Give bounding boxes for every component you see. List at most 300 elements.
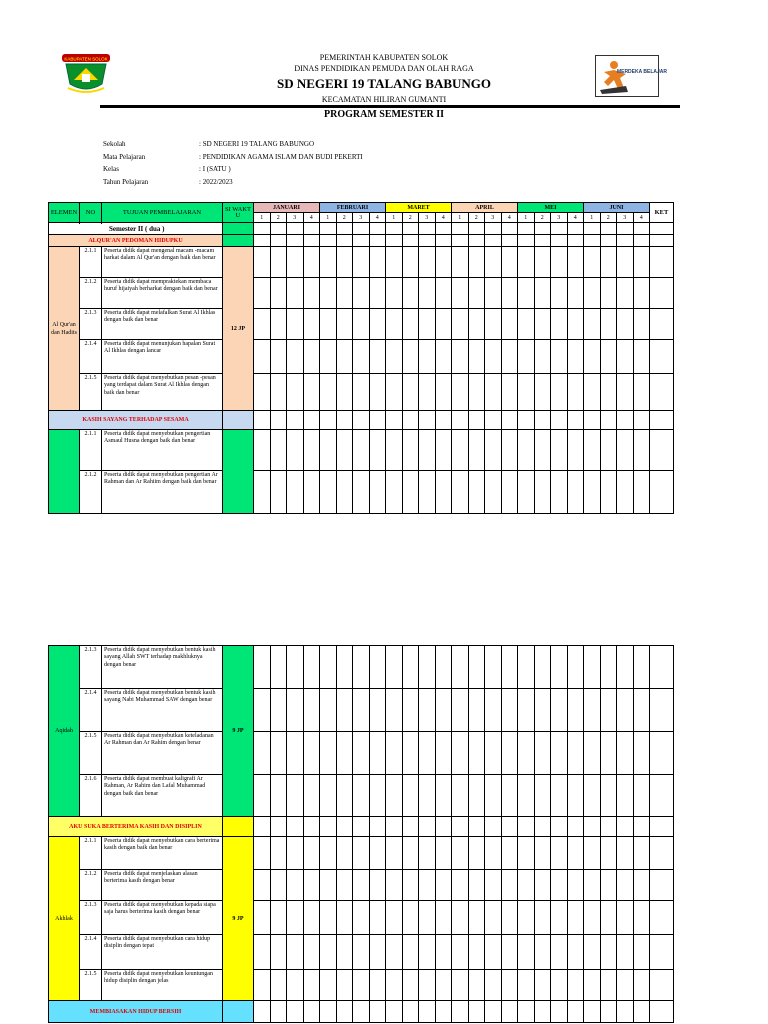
schedule-cell[interactable] [452,935,469,970]
schedule-cell[interactable] [567,689,584,732]
schedule-cell[interactable] [600,837,617,870]
schedule-cell[interactable] [369,309,386,340]
schedule-cell[interactable] [551,430,568,471]
schedule-cell[interactable] [534,247,551,278]
schedule-cell[interactable] [386,870,403,901]
schedule-cell[interactable] [584,223,601,235]
schedule-cell[interactable] [584,1001,601,1023]
schedule-cell[interactable] [633,775,650,817]
schedule-cell[interactable] [386,837,403,870]
schedule-cell[interactable] [534,870,551,901]
schedule-cell[interactable] [287,837,304,870]
schedule-cell[interactable] [633,374,650,411]
schedule-cell[interactable] [287,935,304,970]
schedule-cell[interactable] [287,235,304,247]
schedule-cell[interactable] [419,247,436,278]
schedule-cell[interactable] [303,775,320,817]
schedule-cell[interactable] [287,340,304,374]
schedule-cell[interactable] [254,689,271,732]
schedule-cell[interactable] [435,430,452,471]
schedule-cell[interactable] [353,340,370,374]
schedule-cell[interactable] [567,837,584,870]
schedule-cell[interactable] [468,247,485,278]
schedule-cell[interactable] [320,411,337,430]
schedule-cell[interactable] [584,247,601,278]
schedule-cell[interactable] [567,970,584,1001]
schedule-cell[interactable] [287,247,304,278]
schedule-cell[interactable] [435,935,452,970]
schedule-cell[interactable] [600,775,617,817]
schedule-cell[interactable] [254,374,271,411]
schedule-cell[interactable] [419,278,436,309]
schedule-cell[interactable] [633,817,650,837]
schedule-cell[interactable] [600,309,617,340]
schedule-cell[interactable] [551,223,568,235]
schedule-cell[interactable] [386,247,403,278]
schedule-cell[interactable] [386,430,403,471]
schedule-cell[interactable] [386,374,403,411]
schedule-cell[interactable] [254,935,271,970]
schedule-cell[interactable] [534,278,551,309]
schedule-cell[interactable] [485,646,502,689]
ket-cell[interactable] [650,340,674,374]
schedule-cell[interactable] [254,430,271,471]
schedule-cell[interactable] [270,278,287,309]
schedule-cell[interactable] [270,471,287,514]
schedule-cell[interactable] [369,247,386,278]
schedule-cell[interactable] [386,471,403,514]
schedule-cell[interactable] [320,247,337,278]
ket-cell[interactable] [650,935,674,970]
schedule-cell[interactable] [633,837,650,870]
schedule-cell[interactable] [534,775,551,817]
schedule-cell[interactable] [270,235,287,247]
schedule-cell[interactable] [353,309,370,340]
schedule-cell[interactable] [353,817,370,837]
schedule-cell[interactable] [617,901,634,935]
ket-cell[interactable] [650,870,674,901]
schedule-cell[interactable] [584,732,601,775]
schedule-cell[interactable] [501,775,518,817]
schedule-cell[interactable] [419,689,436,732]
schedule-cell[interactable] [303,646,320,689]
schedule-cell[interactable] [584,340,601,374]
schedule-cell[interactable] [501,411,518,430]
ket-cell[interactable] [650,374,674,411]
schedule-cell[interactable] [633,223,650,235]
schedule-cell[interactable] [452,309,469,340]
schedule-cell[interactable] [600,901,617,935]
schedule-cell[interactable] [402,901,419,935]
schedule-cell[interactable] [551,901,568,935]
schedule-cell[interactable] [617,309,634,340]
ket-cell[interactable] [650,775,674,817]
schedule-cell[interactable] [402,689,419,732]
schedule-cell[interactable] [551,235,568,247]
schedule-cell[interactable] [287,775,304,817]
schedule-cell[interactable] [353,646,370,689]
schedule-cell[interactable] [485,870,502,901]
schedule-cell[interactable] [254,340,271,374]
schedule-cell[interactable] [270,817,287,837]
schedule-cell[interactable] [270,689,287,732]
schedule-cell[interactable] [452,646,469,689]
schedule-cell[interactable] [369,1001,386,1023]
schedule-cell[interactable] [435,411,452,430]
schedule-cell[interactable] [468,870,485,901]
schedule-cell[interactable] [485,817,502,837]
schedule-cell[interactable] [567,309,584,340]
schedule-cell[interactable] [254,817,271,837]
schedule-cell[interactable] [452,247,469,278]
schedule-cell[interactable] [567,235,584,247]
schedule-cell[interactable] [386,1001,403,1023]
schedule-cell[interactable] [435,374,452,411]
schedule-cell[interactable] [419,374,436,411]
schedule-cell[interactable] [320,817,337,837]
schedule-cell[interactable] [353,901,370,935]
schedule-cell[interactable] [336,411,353,430]
schedule-cell[interactable] [501,732,518,775]
schedule-cell[interactable] [336,471,353,514]
schedule-cell[interactable] [270,837,287,870]
schedule-cell[interactable] [600,340,617,374]
schedule-cell[interactable] [584,646,601,689]
schedule-cell[interactable] [485,689,502,732]
schedule-cell[interactable] [600,247,617,278]
schedule-cell[interactable] [485,935,502,970]
schedule-cell[interactable] [534,430,551,471]
schedule-cell[interactable] [320,901,337,935]
schedule-cell[interactable] [501,309,518,340]
schedule-cell[interactable] [452,374,469,411]
schedule-cell[interactable] [369,646,386,689]
schedule-cell[interactable] [518,901,535,935]
schedule-cell[interactable] [402,837,419,870]
schedule-cell[interactable] [419,411,436,430]
schedule-cell[interactable] [534,817,551,837]
schedule-cell[interactable] [270,1001,287,1023]
schedule-cell[interactable] [353,775,370,817]
schedule-cell[interactable] [435,837,452,870]
schedule-cell[interactable] [584,278,601,309]
schedule-cell[interactable] [551,970,568,1001]
schedule-cell[interactable] [287,689,304,732]
schedule-cell[interactable] [633,1001,650,1023]
schedule-cell[interactable] [369,278,386,309]
schedule-cell[interactable] [518,817,535,837]
schedule-cell[interactable] [419,837,436,870]
schedule-cell[interactable] [254,1001,271,1023]
schedule-cell[interactable] [518,247,535,278]
schedule-cell[interactable] [501,817,518,837]
schedule-cell[interactable] [534,689,551,732]
schedule-cell[interactable] [617,223,634,235]
schedule-cell[interactable] [320,935,337,970]
schedule-cell[interactable] [303,689,320,732]
schedule-cell[interactable] [551,689,568,732]
schedule-cell[interactable] [518,278,535,309]
schedule-cell[interactable] [617,646,634,689]
schedule-cell[interactable] [369,411,386,430]
schedule-cell[interactable] [419,732,436,775]
schedule-cell[interactable] [617,870,634,901]
schedule-cell[interactable] [386,223,403,235]
schedule-cell[interactable] [584,471,601,514]
schedule-cell[interactable] [254,837,271,870]
schedule-cell[interactable] [419,775,436,817]
schedule-cell[interactable] [567,430,584,471]
schedule-cell[interactable] [402,278,419,309]
schedule-cell[interactable] [551,817,568,837]
schedule-cell[interactable] [518,309,535,340]
schedule-cell[interactable] [551,775,568,817]
schedule-cell[interactable] [435,870,452,901]
schedule-cell[interactable] [386,732,403,775]
schedule-cell[interactable] [551,278,568,309]
schedule-cell[interactable] [320,837,337,870]
schedule-cell[interactable] [518,223,535,235]
schedule-cell[interactable] [617,970,634,1001]
schedule-cell[interactable] [336,970,353,1001]
schedule-cell[interactable] [584,901,601,935]
schedule-cell[interactable] [468,471,485,514]
schedule-cell[interactable] [254,732,271,775]
schedule-cell[interactable] [419,471,436,514]
schedule-cell[interactable] [287,901,304,935]
schedule-cell[interactable] [485,223,502,235]
schedule-cell[interactable] [320,732,337,775]
schedule-cell[interactable] [534,837,551,870]
schedule-cell[interactable] [452,970,469,1001]
schedule-cell[interactable] [567,1001,584,1023]
schedule-cell[interactable] [551,411,568,430]
schedule-cell[interactable] [501,471,518,514]
schedule-cell[interactable] [468,837,485,870]
schedule-cell[interactable] [303,970,320,1001]
schedule-cell[interactable] [254,411,271,430]
schedule-cell[interactable] [600,935,617,970]
schedule-cell[interactable] [633,732,650,775]
schedule-cell[interactable] [336,278,353,309]
schedule-cell[interactable] [353,870,370,901]
schedule-cell[interactable] [402,732,419,775]
schedule-cell[interactable] [419,223,436,235]
schedule-cell[interactable] [336,1001,353,1023]
schedule-cell[interactable] [468,374,485,411]
schedule-cell[interactable] [518,471,535,514]
schedule-cell[interactable] [452,235,469,247]
schedule-cell[interactable] [386,646,403,689]
schedule-cell[interactable] [584,817,601,837]
schedule-cell[interactable] [485,970,502,1001]
schedule-cell[interactable] [402,309,419,340]
schedule-cell[interactable] [386,935,403,970]
schedule-cell[interactable] [468,430,485,471]
schedule-cell[interactable] [353,689,370,732]
schedule-cell[interactable] [501,935,518,970]
schedule-cell[interactable] [501,247,518,278]
schedule-cell[interactable] [320,309,337,340]
schedule-cell[interactable] [402,870,419,901]
schedule-cell[interactable] [600,1001,617,1023]
schedule-cell[interactable] [402,223,419,235]
schedule-cell[interactable] [353,235,370,247]
schedule-cell[interactable] [468,646,485,689]
schedule-cell[interactable] [336,817,353,837]
schedule-cell[interactable] [270,646,287,689]
schedule-cell[interactable] [402,935,419,970]
schedule-cell[interactable] [402,411,419,430]
schedule-cell[interactable] [303,430,320,471]
schedule-cell[interactable] [287,374,304,411]
schedule-cell[interactable] [485,340,502,374]
schedule-cell[interactable] [287,430,304,471]
schedule-cell[interactable] [336,837,353,870]
schedule-cell[interactable] [567,278,584,309]
schedule-cell[interactable] [534,901,551,935]
schedule-cell[interactable] [452,223,469,235]
schedule-cell[interactable] [353,970,370,1001]
schedule-cell[interactable] [518,689,535,732]
schedule-cell[interactable] [518,1001,535,1023]
schedule-cell[interactable] [600,374,617,411]
schedule-cell[interactable] [518,340,535,374]
schedule-cell[interactable] [584,935,601,970]
schedule-cell[interactable] [584,309,601,340]
schedule-cell[interactable] [336,689,353,732]
schedule-cell[interactable] [287,817,304,837]
schedule-cell[interactable] [452,411,469,430]
schedule-cell[interactable] [485,278,502,309]
schedule-cell[interactable] [435,1001,452,1023]
schedule-cell[interactable] [254,970,271,1001]
schedule-cell[interactable] [584,430,601,471]
schedule-cell[interactable] [518,411,535,430]
schedule-cell[interactable] [353,1001,370,1023]
schedule-cell[interactable] [336,732,353,775]
schedule-cell[interactable] [633,430,650,471]
schedule-cell[interactable] [617,1001,634,1023]
schedule-cell[interactable] [270,935,287,970]
schedule-cell[interactable] [551,732,568,775]
schedule-cell[interactable] [320,235,337,247]
schedule-cell[interactable] [567,646,584,689]
schedule-cell[interactable] [353,430,370,471]
schedule-cell[interactable] [567,247,584,278]
schedule-cell[interactable] [600,235,617,247]
schedule-cell[interactable] [600,471,617,514]
schedule-cell[interactable] [501,278,518,309]
schedule-cell[interactable] [468,732,485,775]
schedule-cell[interactable] [320,970,337,1001]
schedule-cell[interactable] [534,471,551,514]
schedule-cell[interactable] [320,870,337,901]
ket-cell[interactable] [650,646,674,689]
schedule-cell[interactable] [303,340,320,374]
schedule-cell[interactable] [353,837,370,870]
schedule-cell[interactable] [270,340,287,374]
schedule-cell[interactable] [254,901,271,935]
schedule-cell[interactable] [617,411,634,430]
schedule-cell[interactable] [534,935,551,970]
schedule-cell[interactable] [567,817,584,837]
schedule-cell[interactable] [501,1001,518,1023]
schedule-cell[interactable] [419,870,436,901]
schedule-cell[interactable] [468,935,485,970]
schedule-cell[interactable] [452,901,469,935]
schedule-cell[interactable] [270,901,287,935]
schedule-cell[interactable] [402,817,419,837]
schedule-cell[interactable] [369,870,386,901]
schedule-cell[interactable] [518,235,535,247]
schedule-cell[interactable] [254,471,271,514]
schedule-cell[interactable] [303,411,320,430]
schedule-cell[interactable] [501,646,518,689]
schedule-cell[interactable] [452,278,469,309]
schedule-cell[interactable] [501,901,518,935]
schedule-cell[interactable] [501,837,518,870]
schedule-cell[interactable] [369,374,386,411]
schedule-cell[interactable] [617,817,634,837]
schedule-cell[interactable] [303,732,320,775]
schedule-cell[interactable] [468,901,485,935]
schedule-cell[interactable] [287,1001,304,1023]
schedule-cell[interactable] [600,646,617,689]
schedule-cell[interactable] [320,646,337,689]
schedule-cell[interactable] [303,870,320,901]
schedule-cell[interactable] [485,235,502,247]
schedule-cell[interactable] [534,970,551,1001]
schedule-cell[interactable] [336,247,353,278]
schedule-cell[interactable] [270,430,287,471]
schedule-cell[interactable] [518,732,535,775]
schedule-cell[interactable] [369,901,386,935]
schedule-cell[interactable] [402,247,419,278]
schedule-cell[interactable] [320,471,337,514]
schedule-cell[interactable] [617,430,634,471]
schedule-cell[interactable] [633,646,650,689]
schedule-cell[interactable] [254,247,271,278]
schedule-cell[interactable] [501,870,518,901]
schedule-cell[interactable] [485,732,502,775]
ket-cell[interactable] [650,247,674,278]
schedule-cell[interactable] [468,411,485,430]
ket-cell[interactable] [650,471,674,514]
schedule-cell[interactable] [485,1001,502,1023]
schedule-cell[interactable] [402,340,419,374]
schedule-cell[interactable] [518,646,535,689]
ket-cell[interactable] [650,732,674,775]
schedule-cell[interactable] [386,689,403,732]
schedule-cell[interactable] [435,235,452,247]
schedule-cell[interactable] [485,430,502,471]
schedule-cell[interactable] [336,374,353,411]
schedule-cell[interactable] [303,278,320,309]
schedule-cell[interactable] [600,870,617,901]
schedule-cell[interactable] [435,247,452,278]
schedule-cell[interactable] [254,646,271,689]
schedule-cell[interactable] [435,340,452,374]
schedule-cell[interactable] [320,374,337,411]
schedule-cell[interactable] [320,689,337,732]
schedule-cell[interactable] [254,223,271,235]
schedule-cell[interactable] [501,340,518,374]
schedule-cell[interactable] [534,411,551,430]
schedule-cell[interactable] [254,309,271,340]
schedule-cell[interactable] [485,901,502,935]
schedule-cell[interactable] [567,223,584,235]
